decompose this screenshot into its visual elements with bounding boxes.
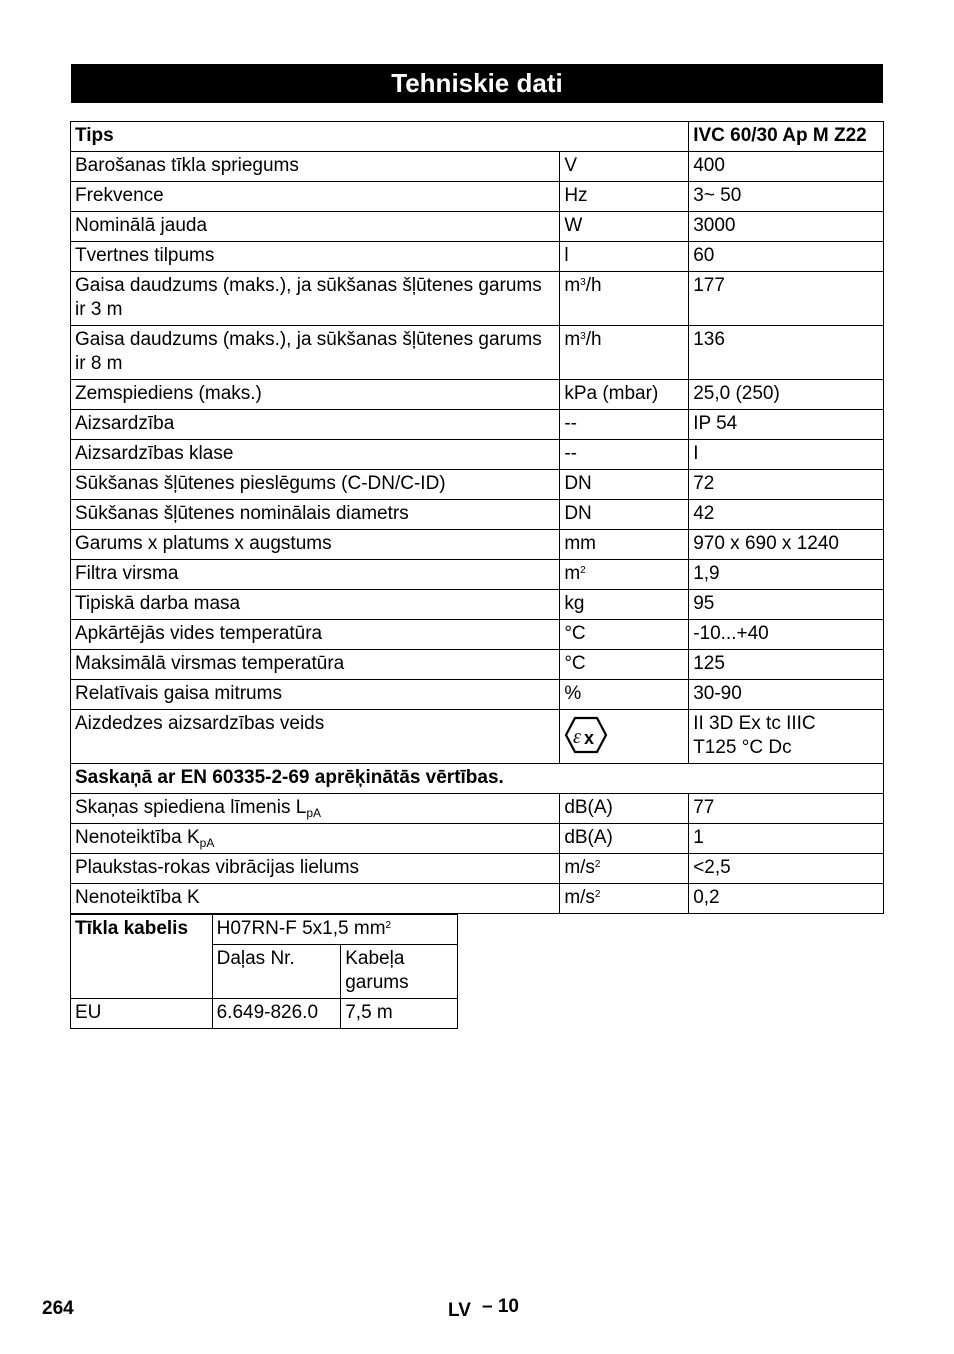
spec-value: 95: [689, 590, 884, 620]
table-row: [71, 182, 884, 212]
spec-label: Barošanas tīkla spriegums: [71, 152, 560, 182]
table-row: [71, 380, 884, 410]
noise-value: <2,5: [689, 854, 884, 884]
cable-region: EU: [71, 999, 213, 1029]
spec-unit: °C: [560, 650, 689, 680]
spec-unit: DN: [560, 500, 689, 530]
technical-data-table: [70, 121, 884, 914]
language-code: LV: [448, 1300, 471, 1321]
table-row: [71, 854, 884, 884]
page-number: 264: [42, 1298, 74, 1319]
section-heading-row: [71, 764, 884, 794]
spec-unit: [560, 710, 689, 764]
spec-value: IP 54: [689, 410, 884, 440]
spec-value: 970 x 690 x 1240: [689, 530, 884, 560]
spec-value: 3~ 50: [689, 182, 884, 212]
noise-unit: $m/s^2$: [560, 854, 689, 884]
spec-label: Tipiskā darba masa: [71, 590, 560, 620]
section-heading: Saskaņā ar EN 60335-2-69 aprēķinātās vērtības.: [71, 764, 884, 794]
spec-label: Maksimālā virsmas temperatūra: [71, 650, 560, 680]
spec-value: 400: [689, 152, 884, 182]
table-row: [71, 212, 884, 242]
noise-unit: dB(A): [560, 824, 689, 854]
table-row: [71, 500, 884, 530]
spec-label: Frekvence: [71, 182, 560, 212]
spec-value: 3000: [689, 212, 884, 242]
spec-unit: $m^3/h$: [560, 326, 689, 380]
noise-label: Plaukstas-rokas vibrācijas lielums: [71, 854, 560, 884]
table-row: [71, 824, 884, 854]
spec-unit: W: [560, 212, 689, 242]
spec-unit: mm: [560, 530, 689, 560]
spec-value: 30-90: [689, 680, 884, 710]
noise-unit: $m/s^2$: [560, 884, 689, 914]
table-row: [71, 680, 884, 710]
spec-unit: $m^3/h$: [560, 272, 689, 326]
cable-length: 7,5 m: [341, 999, 458, 1029]
table-row: [71, 470, 884, 500]
part-number-header: Daļas Nr.: [212, 945, 341, 999]
spec-unit: kg: [560, 590, 689, 620]
mains-cable-table: [70, 914, 458, 1029]
spec-value: 1,9: [689, 560, 884, 590]
table-row: [71, 272, 884, 326]
spec-label: Tvertnes tilpums: [71, 242, 560, 272]
section-page-number: – 10: [482, 1296, 519, 1317]
spec-unit: --: [560, 410, 689, 440]
cable-length-header: Kabeļa garums: [341, 945, 458, 999]
spec-value: II 3D Ex tc IIIC T125 °C Dc: [689, 710, 884, 764]
table-row: [71, 590, 884, 620]
svg-text:ε: ε: [573, 726, 582, 748]
noise-value: 0,2: [689, 884, 884, 914]
table-row: [71, 440, 884, 470]
spec-label: Sūkšanas šļūtenes pieslēgums (C-DN/C-ID): [71, 470, 560, 500]
table-row: [71, 794, 884, 824]
table-row: [71, 884, 884, 914]
table-row: [71, 530, 884, 560]
spec-label: Zemspiediens (maks.): [71, 380, 560, 410]
spec-value: 136: [689, 326, 884, 380]
spec-label: Aizdedzes aizsardzības veids: [71, 710, 560, 764]
spec-label: Sūkšanas šļūtenes nominālais diametrs: [71, 500, 560, 530]
table-row: [71, 710, 884, 764]
spec-label: Relatīvais gaisa mitrums: [71, 680, 560, 710]
spec-label: Aizsardzība: [71, 410, 560, 440]
table-row: [71, 560, 884, 590]
spec-value: I: [689, 440, 884, 470]
spec-value: 42: [689, 500, 884, 530]
spec-label: Aizsardzības klase: [71, 440, 560, 470]
noise-label: Nenoteiktība K: [71, 884, 560, 914]
spec-unit: %: [560, 680, 689, 710]
table-row: [71, 410, 884, 440]
table-row: [71, 326, 884, 380]
spec-unit: $m^2$: [560, 560, 689, 590]
spec-label: Gaisa daudzums (maks.), ja sūkšanas šļūtenes garums ir 8 m: [71, 326, 560, 380]
table-header-row: [71, 122, 884, 152]
type-label: Tips: [71, 122, 689, 152]
spec-label: Gaisa daudzums (maks.), ja sūkšanas šļūtenes garums ir 3 m: [71, 272, 560, 326]
spec-value: 60: [689, 242, 884, 272]
spec-label: Apkārtējās vides temperatūra: [71, 620, 560, 650]
model-name: IVC 60/30 Ap M Z22: [689, 122, 884, 152]
noise-value: 1: [689, 824, 884, 854]
spec-unit: kPa (mbar): [560, 380, 689, 410]
spec-value: 25,0 (250): [689, 380, 884, 410]
table-row: [71, 620, 884, 650]
spec-label: Nominālā jauda: [71, 212, 560, 242]
cable-spec-row: [71, 915, 458, 945]
spec-unit: DN: [560, 470, 689, 500]
table-row: [71, 650, 884, 680]
page-title: Tehniskie dati: [71, 64, 883, 103]
table-row: [71, 152, 884, 182]
cable-data-row: [71, 999, 458, 1029]
ex-explosion-protection-icon: [564, 715, 608, 755]
table-row: [71, 242, 884, 272]
spec-unit: V: [560, 152, 689, 182]
spec-value: 177: [689, 272, 884, 326]
cable-label: Tīkla kabelis: [71, 915, 213, 999]
spec-label: Filtra virsma: [71, 560, 560, 590]
noise-label: Nenoteiktība $K_{pA}$: [71, 824, 560, 854]
spec-unit: --: [560, 440, 689, 470]
spec-label: Garums x platums x augstums: [71, 530, 560, 560]
cable-part-number: 6.649-826.0: [212, 999, 341, 1029]
noise-value: 77: [689, 794, 884, 824]
spec-unit: Hz: [560, 182, 689, 212]
spec-unit: l: [560, 242, 689, 272]
svg-text:x: x: [584, 728, 595, 748]
noise-unit: dB(A): [560, 794, 689, 824]
spec-value: 72: [689, 470, 884, 500]
spec-value: 125: [689, 650, 884, 680]
spec-unit: °C: [560, 620, 689, 650]
cable-spec: H07RN-F 5x1,5 $mm^2$: [212, 915, 457, 945]
noise-label: Skaņas spiediena līmenis $L_{pA}$: [71, 794, 560, 824]
spec-value: -10...+40: [689, 620, 884, 650]
